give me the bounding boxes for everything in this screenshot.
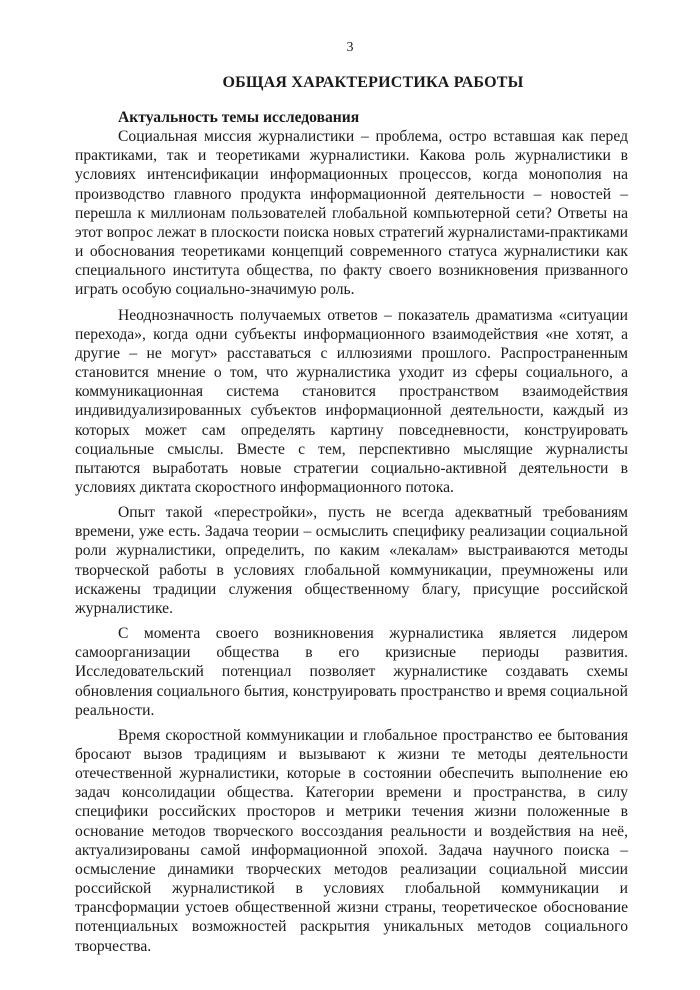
section-heading: Актуальность темы исследования bbox=[118, 109, 360, 126]
document-body bbox=[75, 108, 628, 962]
paragraph: Опыт такой «перестройки», пусть не всегда адекватный требованиям времени, уже есть. Задача теории – осмыслить специфику реализации социальной роли журналистики, определить, по каким «лекалам» выстраиваются методы творческой работы в условиях глобальной коммуникации, преумножены или искажены традиции служения общественному благу, присущие российской журналистике. bbox=[75, 504, 628, 617]
paragraph: Время скоростной коммуникации и глобальное пространство ее бытования бросают вызов традициям и вызывают к жизни те методы деятельности отечественной журналистики, которые в состоянии обеспечить выполнение ею задач консолидации общества. Категории времени и пространства, в силу специфики российских просторов и метрики течения жизни положенные в основание методов творческого воссоздания реальности и воздействия на неё, актуализированы самой информационной эпохой. Задача научного поиска – осмысление динамики творческих методов реализации социальной миссии российской журналистикой в условиях глобальной коммуникации и трансформации устоев общественной жизни страны, теоретическое обоснование потенциальных возможностей раскрытия уникальных методов социального творчества. bbox=[75, 726, 628, 955]
document-title: ОБЩАЯ ХАРАКТЕРИСТИКА РАБОТЫ bbox=[222, 74, 524, 91]
paragraph: Социальная миссия журналистики – проблема, остро вставшая как перед практиками, так и теоретиками журналистики. Какова роль журналистики в условиях интенсификации информационных процессов, когда монополия на производство главного продукта информационной деятельности – новостей – перешла к миллионам пользователей глобальной компьютерной сети? Ответы на этот вопрос лежат в плоскости поиска новых стратегий журналистами-практиками и обоснования теоретиками концепций современного статуса журналистики как специального института общества, по факту своего возникновения призванного играть особую социально-значимую роль. bbox=[75, 128, 628, 299]
paragraph: С момента своего возникновения журналистика является лидером самоорганизации общества в его кризисные периоды развития. Исследовательский потенциал позволяет журналистике создавать схемы обновления социального бытия, конструировать пространство и время социальной реальности. bbox=[75, 625, 628, 719]
page-number: 3 bbox=[346, 40, 354, 55]
paragraph: Неоднозначность получаемых ответов – показатель драматизма «ситуации перехода», когда одни субъекты информационного взаимодействия «не хотят, а другие – не могут» расставаться с иллюзиями прошлого. Распространенным становится мнение о том, что журналистика уходит из сферы социального, а коммуникационная система становится пространством взаимодействия индивидуализированных субъектов информационной деятельности, каждый из которых может сам определять картину повседневности, конструировать социальные смыслы. Вместе с тем, перспективно мыслящие журналисты пытаются выработать новые стратегии социально-активной деятельности в условиях диктата скоростного информационного потока. bbox=[75, 306, 628, 496]
